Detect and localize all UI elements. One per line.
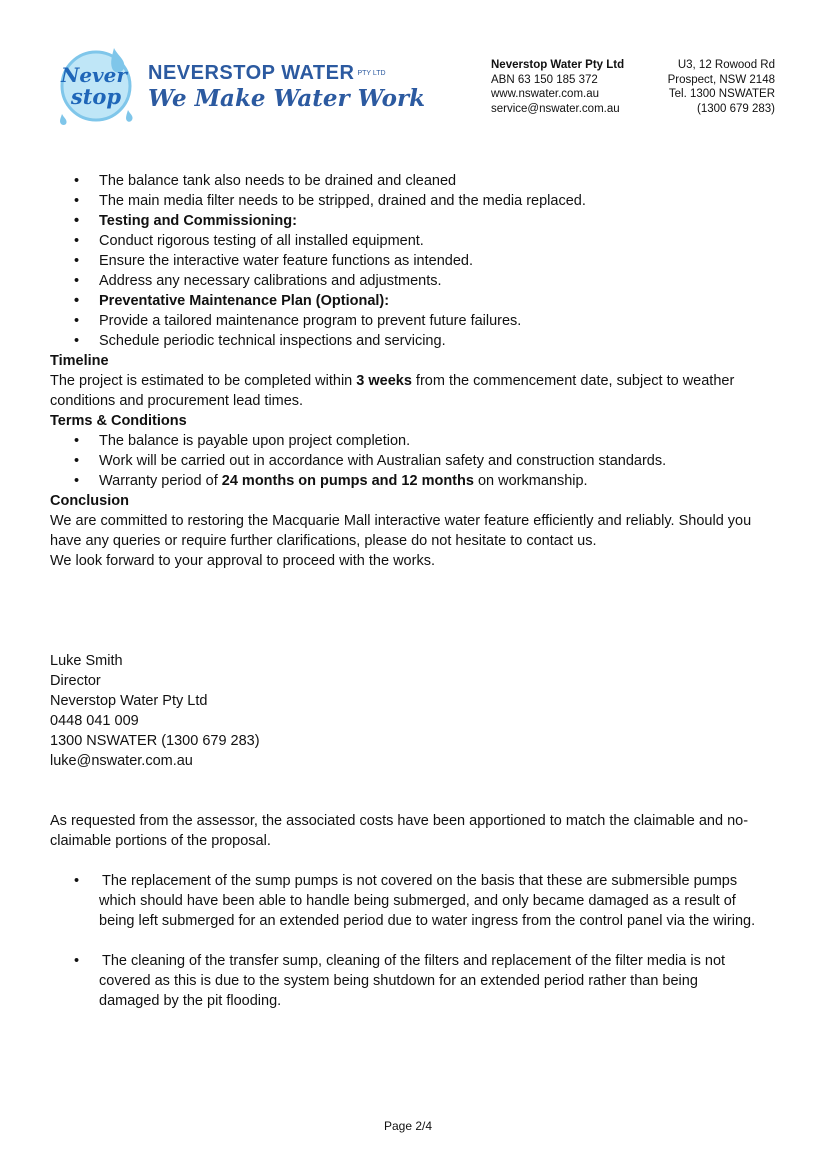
company-email: service@nswater.com.au — [491, 102, 620, 115]
brand-tagline: We Make Water Work — [148, 85, 425, 112]
assessor-note — [50, 951, 760, 1011]
company-abn: ABN 63 150 185 372 — [491, 73, 598, 86]
scope-item: • Schedule periodic technical inspections and servicing. — [50, 331, 770, 351]
warranty-text-end: on workmanship. — [473, 473, 588, 489]
assessor-intro: As requested from the assessor, the associated costs have been apportioned to match the claimable and no-claimable portions of the proposal. — [50, 813, 749, 849]
assessor-notes-list — [50, 871, 760, 1011]
signatory-company: Neverstop Water Pty Ltd — [50, 693, 208, 709]
scope-subheading: • Preventative Maintenance Plan (Optional): — [50, 291, 770, 311]
company-details — [491, 58, 624, 116]
company-website: www.nswater.com.au — [491, 88, 600, 100]
scope-subheading: • Testing and Commissioning: — [50, 211, 770, 231]
brand-suffix: PTY LTD — [357, 70, 386, 78]
scope-list — [50, 171, 770, 351]
timeline-heading: Timeline — [50, 353, 109, 369]
warranty-period: 24 months on pumps and 12 months — [221, 473, 474, 489]
conclusion-closing: We look forward to your approval to proceed with the works. — [50, 553, 435, 569]
conclusion-heading: Conclusion — [50, 493, 129, 509]
signature-block — [50, 651, 260, 771]
company-address — [668, 58, 775, 116]
assessor-section — [50, 811, 760, 1011]
water-drop-logo-icon — [56, 40, 140, 128]
signatory-email: luke@nswater.com.au — [50, 753, 193, 769]
address-line2: Prospect, NSW 2148 — [667, 73, 775, 86]
scope-item: • The main media filter needs to be stripped, drained and the media replaced. — [50, 191, 770, 211]
timeline-duration: 3 weeks — [356, 373, 412, 389]
scope-item: • The balance tank also needs to be drained and cleaned — [50, 171, 770, 191]
assessor-note-text: The replacement of the sump pumps is not covered on the basis that these are submersible pumps which should have been able to handle being submerged, and only became damaged as a result of being left submerged for an extended period due to water ingress from the control panel via the wiring. — [99, 873, 756, 929]
timeline-text-end: from the commencement date, subject to weather conditions and procurement lead times. — [50, 373, 735, 409]
scope-item: • Provide a tailored maintenance program to prevent future failures. — [50, 311, 770, 331]
assessor-note-text: The cleaning of the transfer sump, cleaning of the filters and replacement of the filter media is not covered as this is due to the system being shutdown for an extended period rather than being damaged by the pit flooding. — [99, 953, 726, 1009]
terms-heading: Terms & Conditions — [50, 413, 187, 429]
signatory-phone: 1300 NSWATER (1300 679 283) — [50, 733, 260, 749]
scope-item: • Ensure the interactive water feature functions as intended. — [50, 251, 770, 271]
scope-item: • Conduct rigorous testing of all installed equipment. — [50, 231, 770, 251]
company-phone: Tel. 1300 NSWATER — [668, 88, 775, 100]
company-logo — [56, 40, 456, 130]
brand-name — [148, 62, 425, 85]
terms-item-warranty — [50, 471, 770, 491]
brand-name-text: NEVERSTOP WATER — [148, 62, 355, 84]
terms-item: • The balance is payable upon project completion. — [50, 431, 770, 451]
conclusion-paragraph: We are committed to restoring the Macquarie Mall interactive water feature efficiently and reliably. Should you have any queries or require further clarifications, please do not hesitate to contact us. — [50, 513, 752, 549]
page-number: Page 2/4 — [383, 1119, 433, 1133]
company-phone-numeric: (1300 679 283) — [696, 102, 775, 115]
timeline-text-start: The project is estimated to be completed within — [50, 373, 357, 389]
brand-block — [148, 62, 425, 112]
proposal-body — [50, 171, 770, 571]
address-line1: U3, 12 Rowood Rd — [677, 59, 775, 71]
signatory-title: Director — [50, 673, 101, 689]
timeline-text — [50, 371, 770, 411]
scope-item: • Address any necessary calibrations and adjustments. — [50, 271, 770, 291]
logo-badge-bottom-text: stop — [70, 84, 122, 109]
warranty-text-start: Warranty period of — [99, 473, 222, 489]
terms-item: • Work will be carried out in accordance with Australian safety and construction standards. — [50, 451, 770, 471]
signatory-mobile: 0448 041 009 — [50, 713, 139, 729]
company-name: Neverstop Water Pty Ltd — [491, 59, 625, 71]
assessor-note — [50, 871, 760, 931]
signatory-name: Luke Smith — [50, 653, 123, 669]
terms-list — [50, 431, 770, 491]
logo-badge-top-text: Never — [61, 63, 127, 87]
